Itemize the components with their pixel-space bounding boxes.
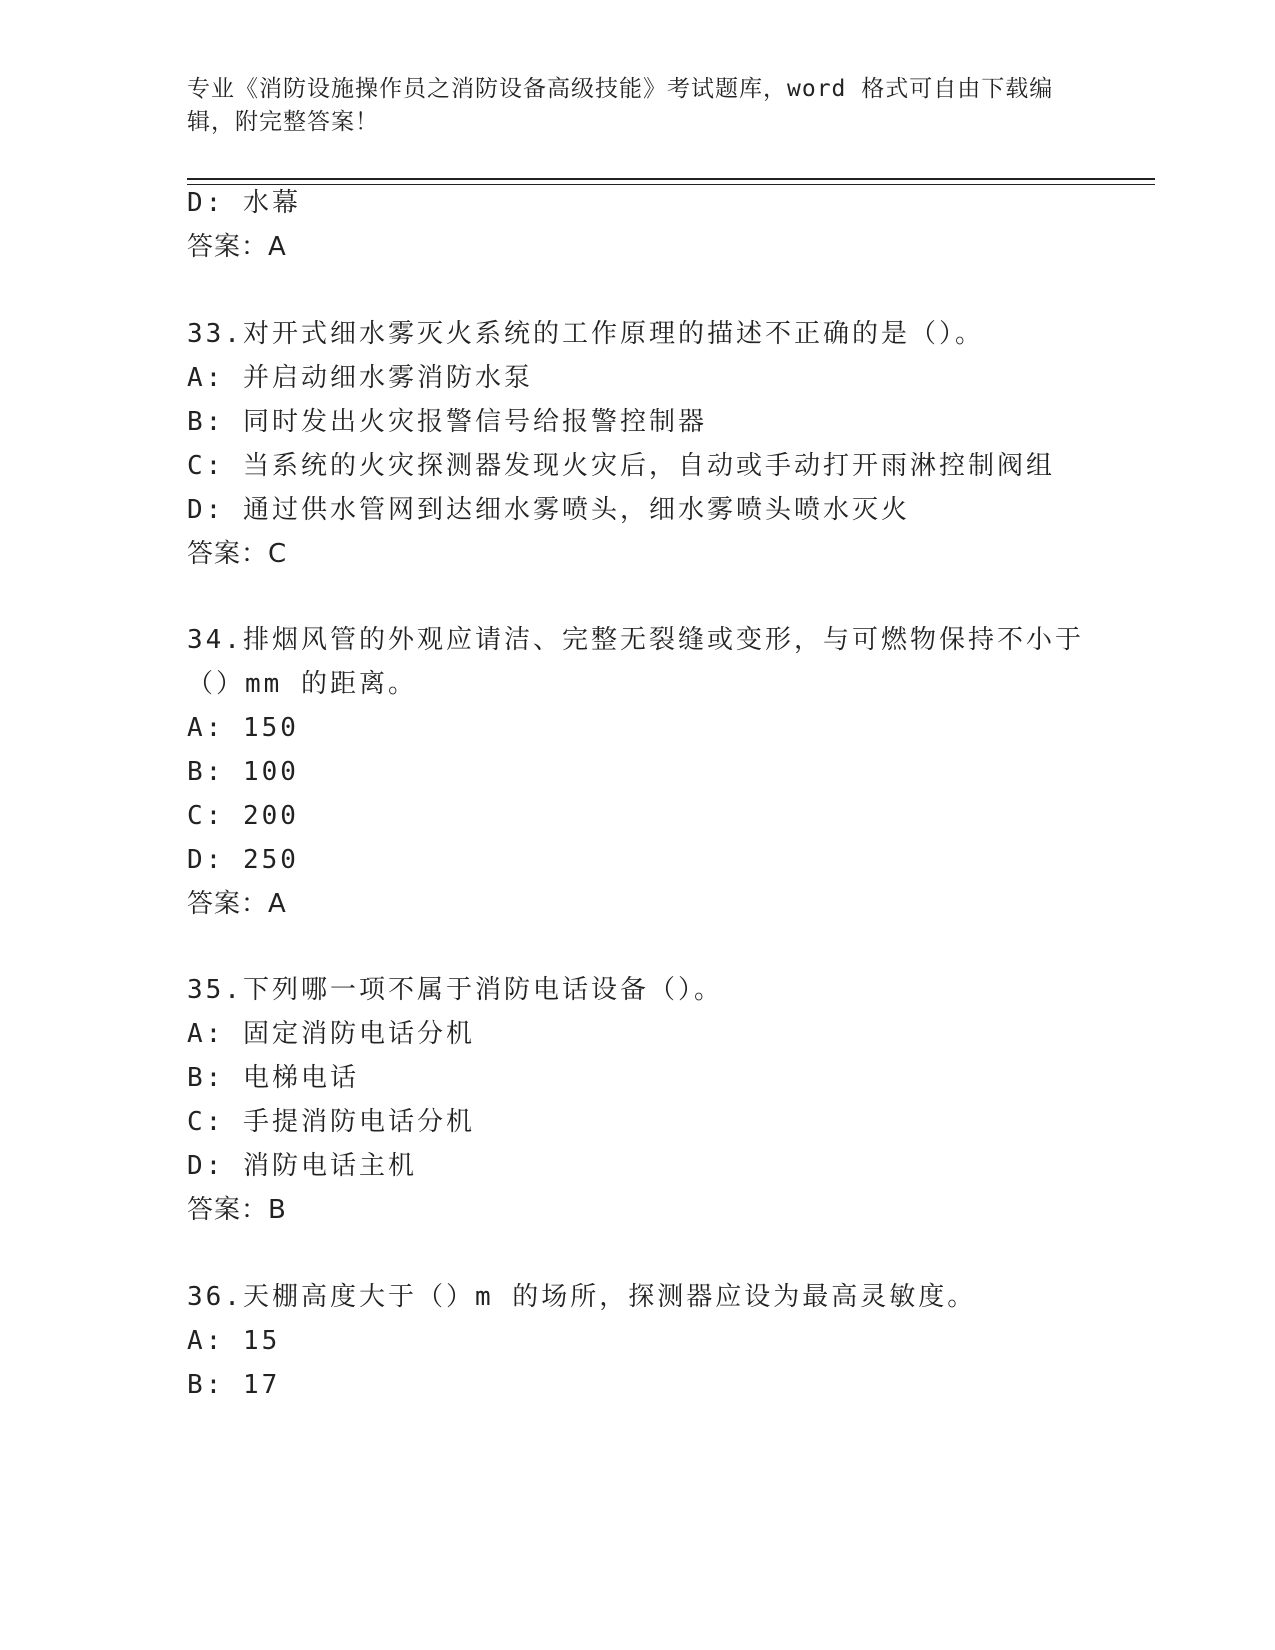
question-34-stem-line-1: 34.排烟风管的外观应请洁、完整无裂缝或变形，与可燃物保持不小于 bbox=[187, 625, 1084, 655]
question-35-stem: 35.下列哪一项不属于消防电话设备（）。 bbox=[187, 975, 723, 1005]
answer-line: 答案：A bbox=[187, 232, 287, 262]
question-33-option-b: B: 同时发出火灾报警信号给报警控制器 bbox=[187, 407, 707, 437]
header-divider-thin bbox=[187, 184, 1155, 185]
question-33-option-a: A: 并启动细水雾消防水泵 bbox=[187, 363, 533, 393]
question-35-answer: 答案：B bbox=[187, 1195, 287, 1225]
header-line-1: 专业《消防设施操作员之消防设备高级技能》考试题库，word 格式可自由下载编 bbox=[187, 76, 1054, 102]
question-34-option-d: D: 250 bbox=[187, 845, 299, 875]
question-33-option-d: D: 通过供水管网到达细水雾喷头，细水雾喷头喷水灭火 bbox=[187, 495, 910, 525]
question-33-option-c: C: 当系统的火灾探测器发现火灾后，自动或手动打开雨淋控制阀组 bbox=[187, 451, 1055, 481]
question-35-option-c: C: 手提消防电话分机 bbox=[187, 1107, 475, 1137]
question-34-stem-line-2: （）mm 的距离。 bbox=[187, 669, 417, 699]
question-34-option-c: C: 200 bbox=[187, 801, 299, 831]
document-header bbox=[187, 73, 1087, 139]
question-35-option-d: D: 消防电话主机 bbox=[187, 1151, 417, 1181]
question-36-option-b: B: 17 bbox=[187, 1370, 281, 1400]
question-34-option-b: B: 100 bbox=[187, 757, 299, 787]
question-35-option-a: A: 固定消防电话分机 bbox=[187, 1019, 475, 1049]
header-divider-thick bbox=[187, 178, 1155, 180]
question-33-answer: 答案：C bbox=[187, 539, 288, 569]
question-33-stem: 33.对开式细水雾灭火系统的工作原理的描述不正确的是（）。 bbox=[187, 319, 984, 349]
option-d: D: 水幕 bbox=[187, 188, 301, 218]
question-35-option-b: B: 电梯电话 bbox=[187, 1063, 359, 1093]
question-36-stem: 36.天棚高度大于（）m 的场所，探测器应设为最高灵敏度。 bbox=[187, 1282, 977, 1312]
question-36-option-a: A: 15 bbox=[187, 1326, 281, 1356]
question-34-option-a: A: 150 bbox=[187, 713, 299, 743]
header-line-2: 辑，附完整答案！ bbox=[187, 109, 379, 135]
question-34-answer: 答案：A bbox=[187, 889, 287, 919]
